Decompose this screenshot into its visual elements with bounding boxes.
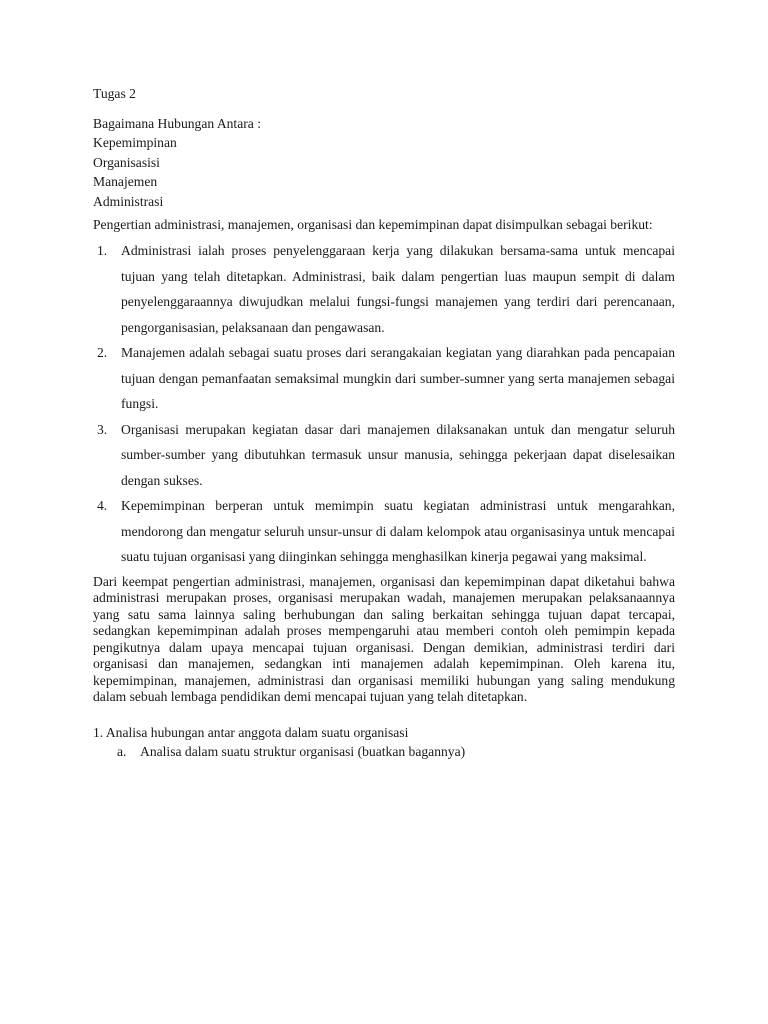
subtask-item <box>93 744 675 761</box>
question-block <box>93 114 675 212</box>
definition-item <box>93 340 675 417</box>
document-title: Tugas 2 <box>93 86 136 101</box>
topic-item: Manajemen <box>93 174 158 189</box>
topic-item: Administrasi <box>93 193 164 209</box>
definition-item <box>93 493 675 570</box>
list-number: 2. <box>97 345 108 360</box>
intro-paragraph: Pengertian administrasi, manajemen, organisasi dan kepemimpinan dapat disimpulkan sebagai berikut: <box>93 217 653 232</box>
definition-item <box>93 238 675 340</box>
list-number: 4. <box>97 498 108 513</box>
list-number: 1. <box>97 243 108 258</box>
definition-item <box>93 417 675 494</box>
definition-text: Administrasi ialah proses penyelenggaraan kerja yang dilakukan bersama-sama untuk mencapai tujuan yang telah ditetapkan. Administrasi, baik dalam pengertian luas maupun sempit di dalam penyelenggaraannya diwujudkan melalui fungsi-fungsi manajemen yang terdiri dari perencanaan, pengorganisasian, pelaksanaan dan pengawasan. <box>121 243 675 335</box>
question-heading: Bagaimana Hubungan Antara : <box>93 115 261 131</box>
definition-text: Organisasi merupakan kegiatan dasar dari manajemen dilaksanakan untuk dan mengatur seluruh sumber-sumber yang dibutuhkan termasuk unsur manusia, sehingga pekerjaan dapat diselesaikan dengan sukses. <box>121 421 675 488</box>
subtask-text: Analisa dalam suatu struktur organisasi (buatkan bagannya) <box>140 744 466 759</box>
summary-paragraph: Dari keempat pengertian administrasi, manajemen, organisasi dan kepemimpinan dapat diketahui bahwa administrasi merupakan proses, organisasi merupakan wadah, manajemen merupakan pelaksanaannya yang satu sama lainnya saling berhubungan dan saling berkaitan sehingga tujuan dapat tercapai, sedangkan kepemimpinan adalah proses mempengaruhi atau memberi contoh oleh pemimpin kepada pengikutnya dalam upaya mencapai tujuan organisasi. Dengan demikian, administrasi terdiri dari organisasi dan manajemen, sedangkan inti manajemen adalah kepemimpinan. Oleh karena itu, kepemimpinan, manajemen, administrasi dan organisasi memiliki hubungan yang saling mendukung dalam sebuah lembaga pendidikan demi mencapai tujuan yang telah ditetapkan. <box>93 573 675 704</box>
definition-text: Kepemimpinan berperan untuk memimpin suatu kegiatan administrasi untuk mengarahkan, mendorong dan mengatur seluruh unsur-unsur di dalam kelompok atau organisasinya untuk mencapai suatu tujuan organisasi yang diinginkan sehingga menghasilkan kinerja pegawai yang maksimal. <box>121 498 675 564</box>
definition-text: Manajemen adalah sebagai suatu proses dari serangakaian kegiatan yang diarahkan pada pencapaian tujuan dengan pemanfaatan semaksimal mungkin dari sumber-sumner yang serta manajemen sebagai fungsi. <box>121 345 675 411</box>
topic-item: Kepemimpinan <box>93 135 177 150</box>
topic-item: Organisasisi <box>93 154 160 170</box>
definition-list <box>93 238 675 570</box>
task-heading: 1. Analisa hubungan antar anggota dalam suatu organisasi <box>93 724 409 740</box>
document-page <box>93 84 675 761</box>
list-number: 3. <box>97 421 108 437</box>
subtask-letter: a. <box>117 744 127 759</box>
